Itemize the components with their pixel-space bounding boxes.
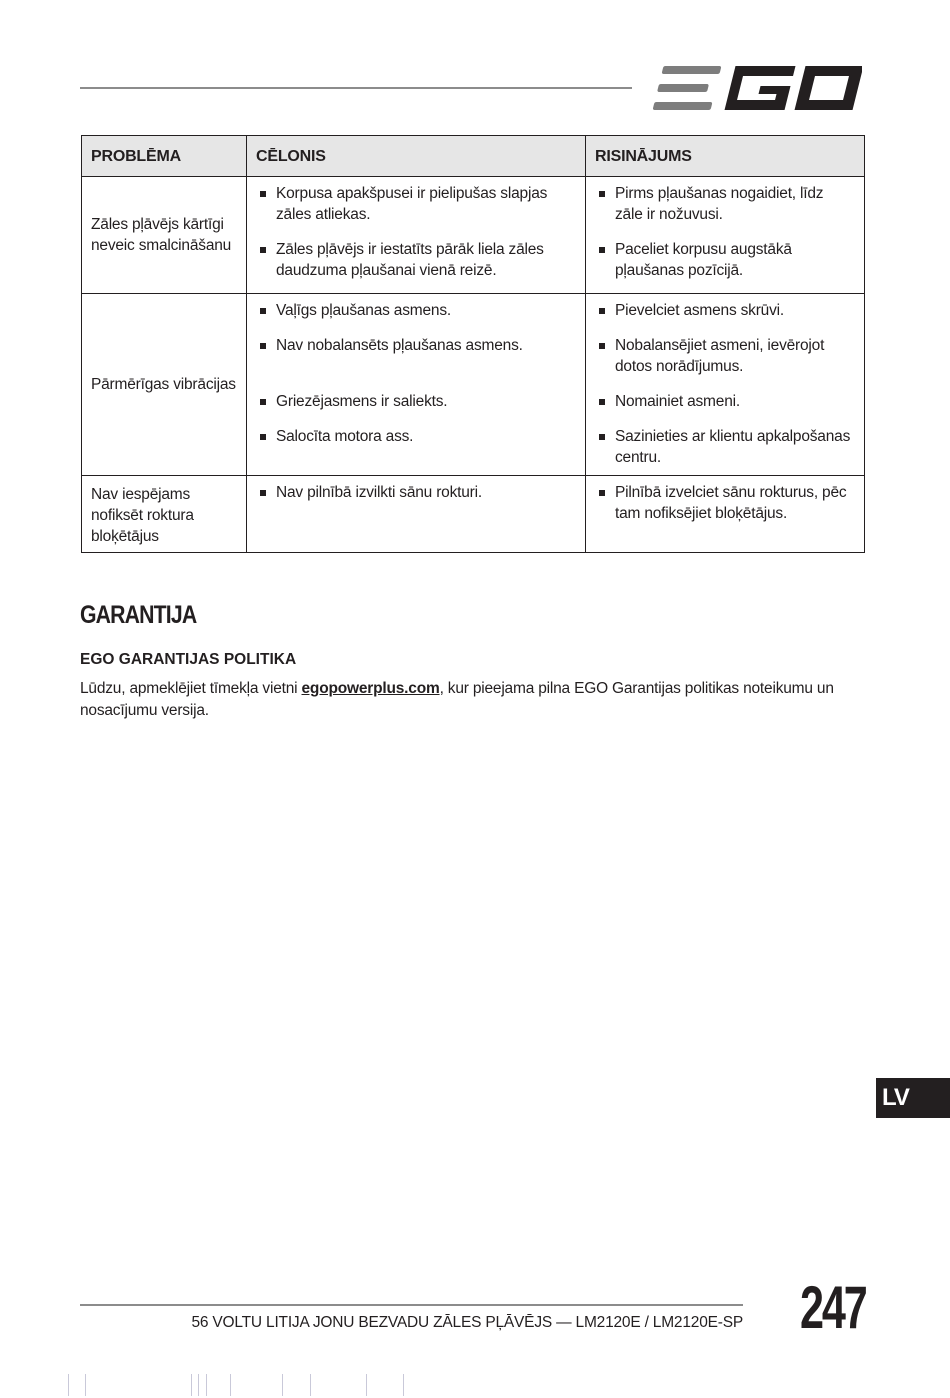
table-row <box>82 177 865 294</box>
page-number: 247 <box>800 1274 866 1341</box>
problem-cell: Pārmērīgas vibrācijas <box>82 294 247 476</box>
column-header-cause: CĒLONIS <box>247 136 586 177</box>
print-marks <box>60 1374 460 1396</box>
cause-item: Griezējasmens ir saliekts. <box>259 391 575 412</box>
cause-item: Nav nobalansēts pļaušanas asmens. <box>259 335 575 356</box>
footer-text: 56 VOLTU LITIJA JONU BEZVADU ZĀLES PĻĀVĒJS — LM2120E / LM2120E-SP <box>191 1314 743 1331</box>
column-header-solution: RISINĀJUMS <box>586 136 865 177</box>
cause-item: Salocīta motora ass. <box>259 426 575 447</box>
ego-logo-icon <box>650 64 862 112</box>
solution-item: Pilnībā izvelciet sānu rokturus, pēc tam nofiksējiet bloķētājus. <box>598 482 854 524</box>
warranty-text-after: , kur pieejama pilna EGO Garantijas politikas noteikumu un nosacījumu versija. <box>80 680 834 719</box>
column-header-problem: PROBLĒMA <box>82 136 247 177</box>
solution-item: Paceliet korpusu augstākā pļaušanas pozīcijā. <box>598 239 854 281</box>
cause-item: Vaļīgs pļaušanas asmens. <box>259 300 575 321</box>
cause-cell <box>247 294 586 476</box>
cause-item: Nav pilnībā izvilkti sānu rokturi. <box>259 482 575 503</box>
section-subtitle: EGO GARANTIJAS POLITIKA <box>80 651 297 668</box>
troubleshooting-table <box>81 135 865 553</box>
cause-item: Zāles pļāvējs ir iestatīts pārāk liela zāles daudzuma pļaušanai vienā reizē. <box>259 239 575 281</box>
solution-cell <box>586 476 865 553</box>
table-row <box>82 476 865 553</box>
cause-cell <box>247 177 586 294</box>
solution-item: Sazinieties ar klientu apkalpošanas centru. <box>598 426 854 468</box>
table-header-row <box>82 136 865 177</box>
solution-item: Nobalansējiet asmeni, ievērojot dotos norādījumus. <box>598 335 854 377</box>
cause-item: Korpusa apakšpusei ir pielipušas slapjas zāles atliekas. <box>259 183 575 225</box>
solution-item: Nomainiet asmeni. <box>598 391 854 412</box>
problem-cell: Zāles pļāvējs kārtīgi neveic smalcināšanu <box>82 177 247 294</box>
section-title: GARANTIJA <box>80 601 197 629</box>
footer-rule <box>80 1304 743 1306</box>
solution-cell <box>586 177 865 294</box>
language-tab: LV <box>876 1078 950 1118</box>
warranty-text-before: Lūdzu, apmeklējiet tīmekļa vietni <box>80 680 302 697</box>
solution-item: Pirms pļaušanas nogaidiet, līdz zāle ir nožuvusi. <box>598 183 854 225</box>
header-rule <box>80 87 632 89</box>
warranty-link[interactable]: egopowerplus.com <box>301 680 440 697</box>
problem-cell: Nav iespējams nofiksēt roktura bloķētājus <box>82 476 247 553</box>
solution-item: Pievelciet asmens skrūvi. <box>598 300 854 321</box>
warranty-paragraph <box>80 678 840 722</box>
solution-cell <box>586 294 865 476</box>
table-row <box>82 294 865 476</box>
cause-cell <box>247 476 586 553</box>
